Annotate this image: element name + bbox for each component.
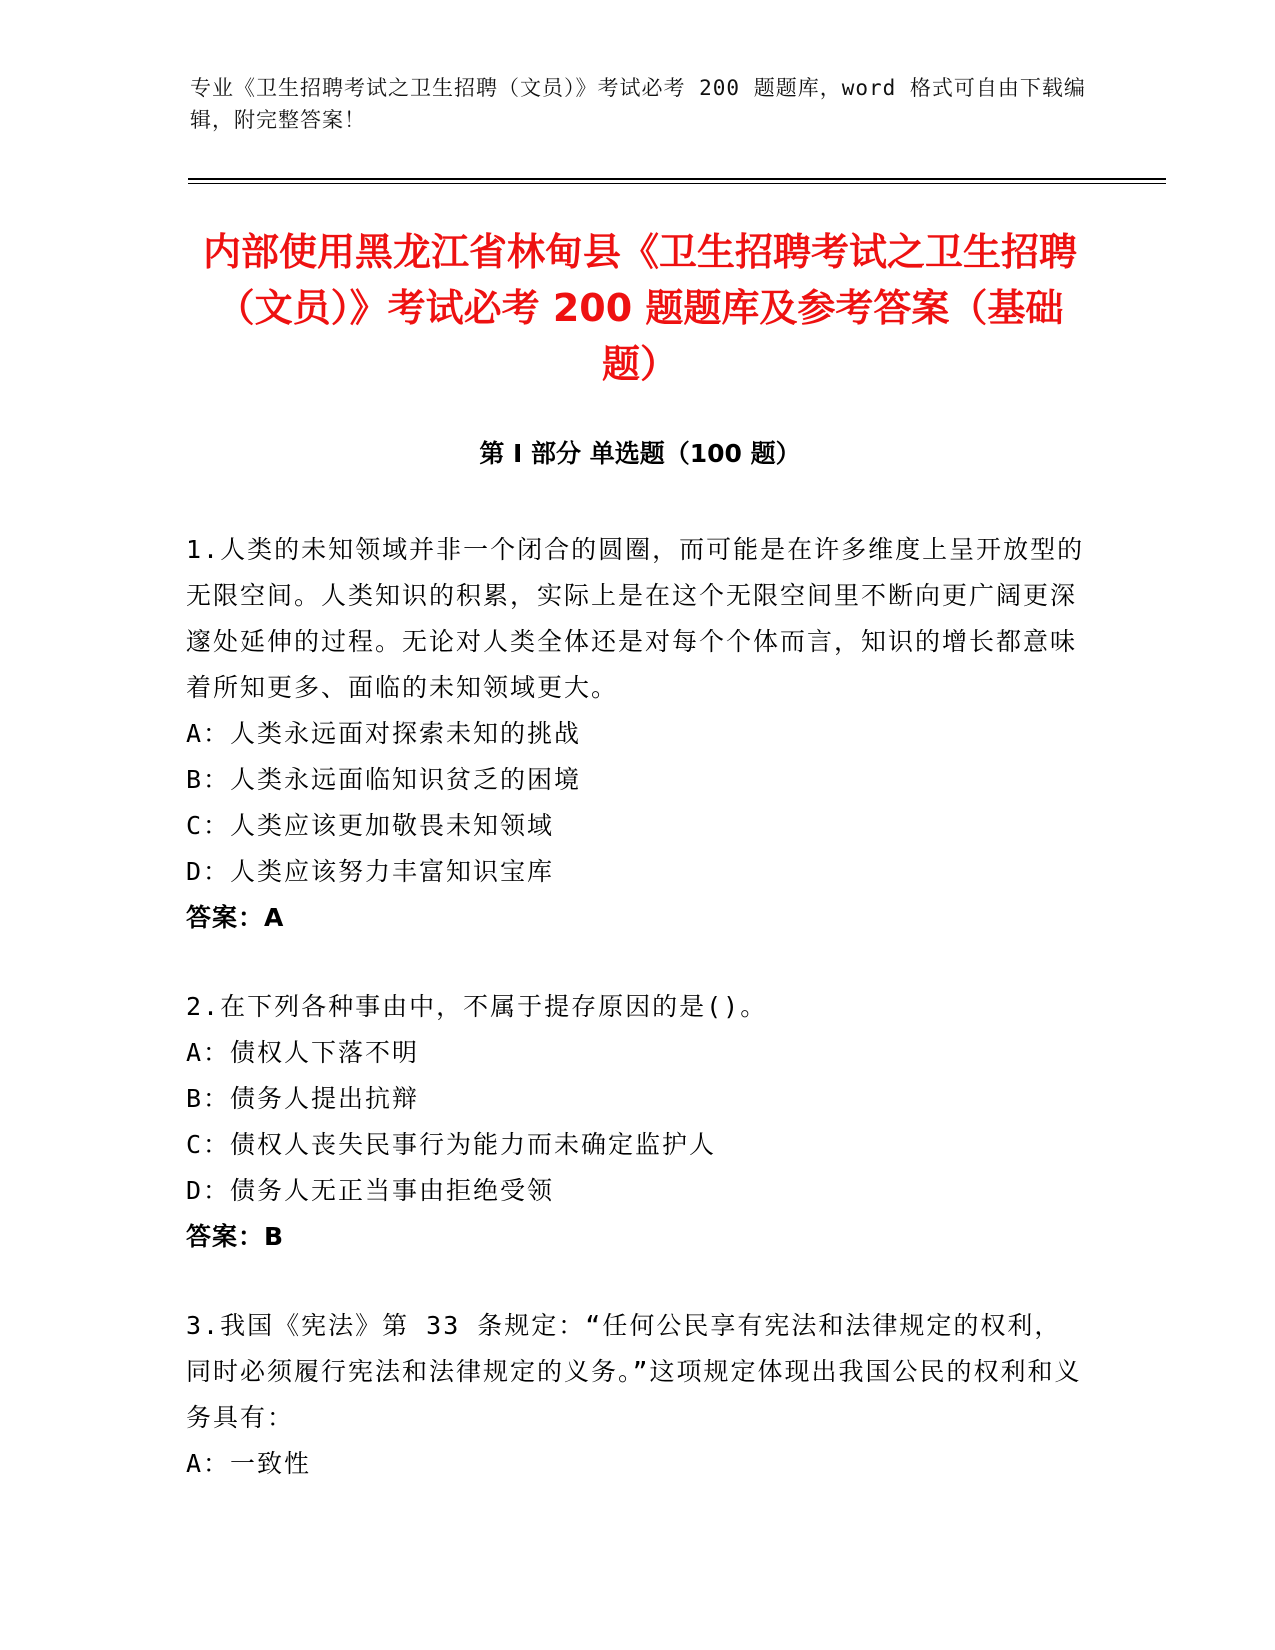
option-a: A：一致性 [186, 1449, 312, 1478]
header-divider-thin [188, 183, 1166, 184]
option-a: A：人类永远面对探索未知的挑战 [186, 719, 582, 748]
question-stem: 1.人类的未知领域并非一个闭合的圆圈，而可能是在许多维度上呈开放型的无限空间。人类知识的积累，实际上是在这个无限空间里不断向更广阔更深邃处延伸的过程。无论对人类全体还是对每个个体而言，知识的增长都意味着所知更多、面临的未知领域更大。 [186, 535, 1085, 702]
question-spacer [186, 941, 1086, 984]
question-stem: 2.在下列各种事由中，不属于提存原因的是()。 [186, 992, 768, 1021]
option-c: C：债权人丧失民事行为能力而未确定监护人 [186, 1130, 717, 1159]
question-3 [186, 1303, 1086, 1487]
header-divider-thick [188, 178, 1166, 180]
answer-label: 答案：B [186, 1222, 285, 1251]
question-list [186, 527, 1086, 1487]
option-b: B：人类永远面临知识贫乏的困境 [186, 765, 582, 794]
header-note: 专业《卫生招聘考试之卫生招聘（文员）》考试必考 200 题题库，word 格式可自由下载编辑，附完整答案！ [190, 76, 1086, 132]
question-spacer [186, 1260, 1086, 1303]
option-d: D：债务人无正当事由拒绝受领 [186, 1176, 555, 1205]
option-d: D：人类应该努力丰富知识宝库 [186, 857, 555, 886]
option-c: C：人类应该更加敬畏未知领域 [186, 811, 555, 840]
question-1 [186, 527, 1086, 941]
question-2 [186, 984, 1086, 1260]
option-b: B：债务人提出抗辩 [186, 1084, 420, 1113]
option-a: A：债权人下落不明 [186, 1038, 420, 1067]
question-stem: 3.我国《宪法》第 33 条规定：“任何公民享有宪法和法律规定的权利，同时必须履行宪法和法律规定的义务。”这项规定体现出我国公民的权利和义务具有： [186, 1311, 1082, 1432]
section-title: 第 I 部分 单选题（100 题） [479, 439, 801, 468]
answer-label: 答案：A [186, 903, 285, 932]
document-title: 内部使用黑龙江省林甸县《卫生招聘考试之卫生招聘（文员）》考试必考 200 题题库及参考答案（基础题） [202, 230, 1077, 386]
